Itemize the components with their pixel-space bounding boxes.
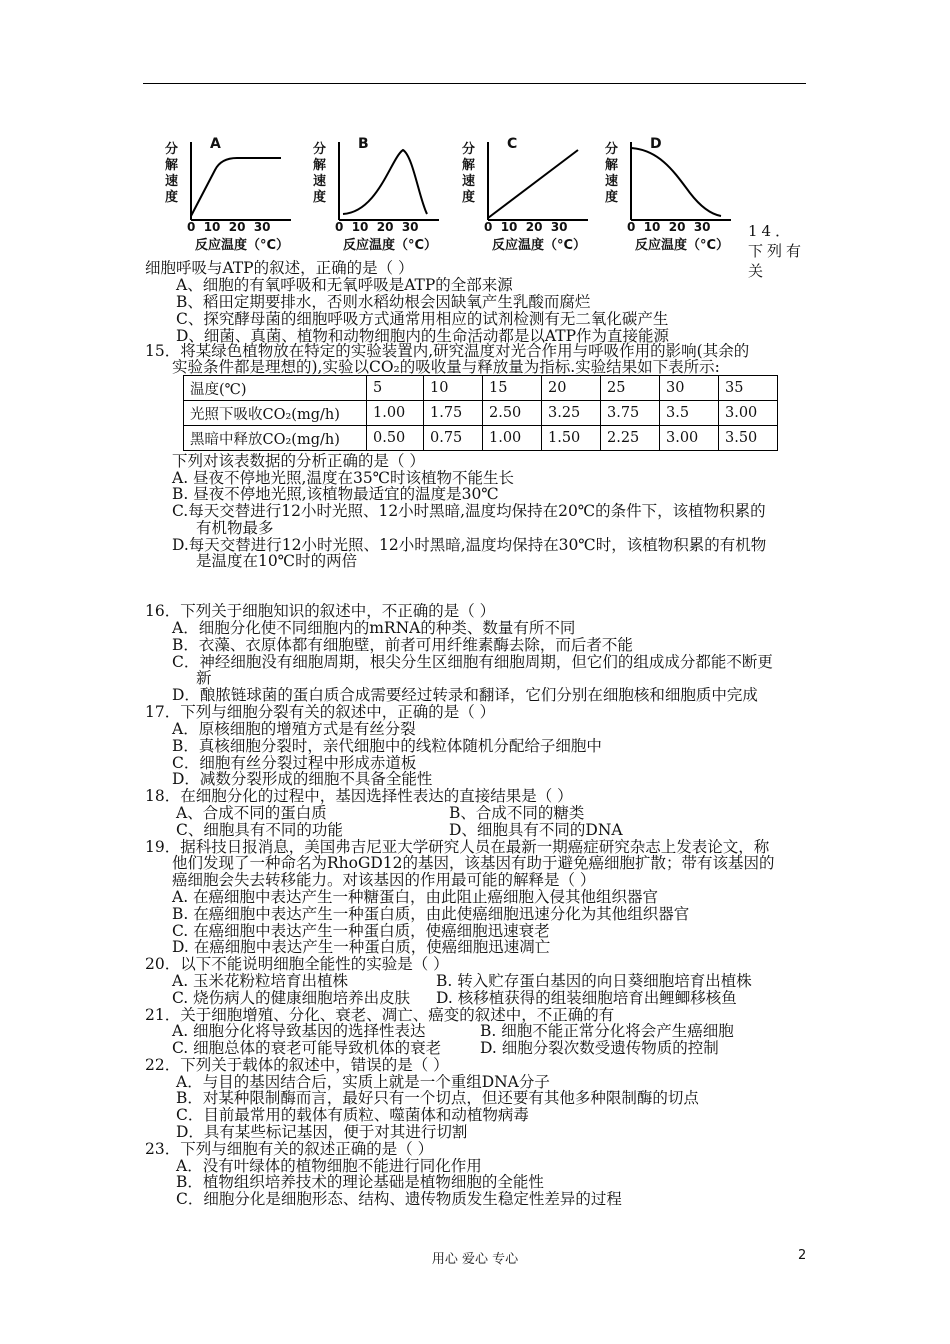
graph-d-letter: D bbox=[650, 136, 662, 152]
q17-option-d: D．减数分裂形成的细胞不具备全能性 bbox=[172, 770, 433, 788]
q15-stem-line2: 实验条件都是理想的),实验以CO₂的吸收量与释放量为指标.实验结果如下表所示: bbox=[172, 358, 720, 376]
table-cell: 3.25 bbox=[542, 401, 601, 426]
q15-option-d: D.每天交替进行12小时光照、12小时黑暗,温度均保持在30℃时，该植物积累的有机物 bbox=[172, 536, 767, 554]
q14-option-a: A、细胞的有氧呼吸和无氧呼吸是ATP的全部来源 bbox=[176, 276, 513, 294]
q22-option-c: C．目前最常用的载体有质粒、噬菌体和动植物病毒 bbox=[176, 1106, 529, 1124]
q23-option-a: A．没有叶绿体的植物细胞不能进行同化作用 bbox=[176, 1157, 482, 1175]
q22-stem: 22．下列关于载体的叙述中，错误的是（ ） bbox=[145, 1056, 449, 1074]
q15-table bbox=[183, 375, 778, 451]
q14-option-d: D、细菌、真菌、植物和动物细胞内的生命活动都是以ATP作为直接能源 bbox=[176, 327, 670, 345]
graph-c-letter: C bbox=[507, 136, 518, 152]
q20-option-d: D. 核移植获得的组装细胞培育出鲤鲫移核鱼 bbox=[436, 989, 737, 1007]
q21-option-a: A. 细胞分化将导致基因的选择性表达 bbox=[172, 1022, 426, 1040]
graph-b-ylabel: 分解速度 bbox=[313, 142, 327, 205]
q20-stem: 20．以下不能说明细胞全能性的实验是（ ） bbox=[145, 955, 449, 973]
q17-option-c: C．细胞有丝分裂过程中形成赤道板 bbox=[172, 754, 417, 772]
table-cell: 3.5 bbox=[660, 401, 719, 426]
q23-option-c: C．细胞分化是细胞形态、结构、遗传物质发生稳定性差异的过程 bbox=[176, 1190, 622, 1208]
q19-option-c: C. 在癌细胞中表达产生一种蛋白质，使癌细胞迅速衰老 bbox=[172, 922, 550, 940]
q19-option-a: A. 在癌细胞中表达产生一种糖蛋白，由此阻止癌细胞入侵其他组织器官 bbox=[172, 888, 659, 906]
q22-option-d: D．具有某些标记基因，便于对其进行切割 bbox=[176, 1123, 468, 1141]
q16-option-a: A．细胞分化使不同细胞内的mRNA的种类、数量有所不同 bbox=[172, 619, 576, 637]
q19-option-d: D. 在癌细胞中表达产生一种蛋白质，使癌细胞迅速凋亡 bbox=[172, 938, 551, 956]
table-cell: 10 bbox=[424, 376, 483, 401]
table-cell: 1.00 bbox=[483, 426, 542, 451]
table-header-row bbox=[184, 376, 778, 401]
q18-option-b: B、合成不同的糖类 bbox=[449, 804, 585, 822]
q17-option-b: B．真核细胞分裂时，亲代细胞中的线粒体随机分配给子细胞中 bbox=[172, 737, 602, 755]
graph-d bbox=[595, 128, 735, 253]
q23-stem: 23．下列与细胞有关的叙述正确的是（ ） bbox=[145, 1140, 434, 1158]
q18-option-a: A、合成不同的蛋白质 bbox=[176, 804, 327, 822]
table-cell: 25 bbox=[601, 376, 660, 401]
q17-option-a: A．原核细胞的增殖方式是有丝分裂 bbox=[172, 720, 416, 738]
table-cell: 5 bbox=[367, 376, 424, 401]
q15-option-b: B. 昼夜不停地光照,该植物最适宜的温度是30℃ bbox=[172, 485, 499, 503]
table-cell: 3.50 bbox=[719, 426, 778, 451]
graph-a-letter: A bbox=[210, 136, 221, 152]
q16-option-c: C．神经细胞没有细胞周期，根尖分生区细胞有细胞周期，但它们的组成成分都能不断更 bbox=[172, 653, 773, 671]
graph-a-ylabel: 分解速度 bbox=[165, 142, 179, 205]
q14-number-tail: 14．下列有关 bbox=[748, 222, 806, 280]
page-footer: 用心 爱心 专心 bbox=[431, 1252, 519, 1267]
graph-d-ylabel: 分解速度 bbox=[605, 142, 619, 205]
q21-option-d: D. 细胞分裂次数受遗传物质的控制 bbox=[480, 1039, 719, 1057]
table-cell: 3.00 bbox=[719, 401, 778, 426]
table-row bbox=[184, 401, 778, 426]
q19-stem-line1: 19．据科技日报消息，美国弗吉尼亚大学研究人员在最新一期癌症研究杂志上发表论文，称 bbox=[145, 838, 770, 856]
table-cell: 2.50 bbox=[483, 401, 542, 426]
q18-option-c: C、细胞具有不同的功能 bbox=[176, 821, 343, 839]
graph-d-ticks: 0 10 20 30 bbox=[627, 220, 711, 234]
table-cell: 15 bbox=[483, 376, 542, 401]
graph-a-xlabel: 反应温度（°C） bbox=[195, 238, 290, 253]
q15-option-c-cont: 有机物最多 bbox=[196, 519, 274, 537]
graph-b-letter: B bbox=[358, 136, 369, 152]
table-cell: 1.50 bbox=[542, 426, 601, 451]
graph-a-ticks: 0 10 20 30 bbox=[187, 220, 271, 234]
page-number: 2 bbox=[798, 1248, 807, 1263]
q21-option-b: B. 细胞不能正常分化将会产生癌细胞 bbox=[480, 1022, 734, 1040]
table-cell: 0.50 bbox=[367, 426, 424, 451]
q20-option-c: C. 烧伤病人的健康细胞培养出皮肤 bbox=[172, 989, 411, 1007]
q21-option-c: C. 细胞总体的衰老可能导致机体的衰老 bbox=[172, 1039, 442, 1057]
graph-b-xlabel: 反应温度（°C） bbox=[343, 238, 438, 253]
q15-option-c: C.每天交替进行12小时光照、12小时黑暗,温度均保持在20℃的条件下，该植物积累的 bbox=[172, 502, 766, 520]
q21-stem: 21．关于细胞增殖、分化、衰老、凋亡、癌变的叙述中，不正确的有 bbox=[145, 1006, 615, 1024]
q14-stem: 细胞呼吸与ATP的叙述，正确的是（ ） bbox=[145, 259, 414, 277]
table-cell: 35 bbox=[719, 376, 778, 401]
q19-stem-line2: 他们发现了一种命名为RhoGD12的基因，该基因有助于避免癌细胞扩散；带有该基因的 bbox=[172, 854, 775, 872]
table-cell: 3.00 bbox=[660, 426, 719, 451]
graph-c-ylabel: 分解速度 bbox=[462, 142, 476, 205]
q15-option-d-cont: 是温度在10℃时的两倍 bbox=[196, 552, 358, 570]
q16-stem: 16．下列关于细胞知识的叙述中，不正确的是（ ） bbox=[145, 602, 496, 620]
q23-option-b: B．植物组织培养技术的理论基础是植物细胞的全能性 bbox=[176, 1173, 544, 1191]
q18-option-d: D、细胞具有不同的DNA bbox=[449, 821, 623, 839]
q19-option-b: B. 在癌细胞中表达产生一种蛋白质，由此使癌细胞迅速分化为其他组织器官 bbox=[172, 905, 690, 923]
table-cell: 黑暗中释放CO₂(mg/h) bbox=[184, 426, 367, 451]
graph-a bbox=[155, 128, 295, 253]
graph-b-ticks: 0 10 20 30 bbox=[335, 220, 419, 234]
table-cell: 30 bbox=[660, 376, 719, 401]
q22-option-a: A．与目的基因结合后，实质上就是一个重组DNA分子 bbox=[176, 1073, 550, 1091]
table-cell: 光照下吸收CO₂(mg/h) bbox=[184, 401, 367, 426]
table-cell: 0.75 bbox=[424, 426, 483, 451]
q15-stem-line1: 15．将某绿色植物放在特定的实验装置内,研究温度对光合作用与呼吸作用的影响(其余的 bbox=[145, 342, 750, 360]
table-cell: 1.00 bbox=[367, 401, 424, 426]
table-row bbox=[184, 426, 778, 451]
table-cell: 1.75 bbox=[424, 401, 483, 426]
q22-option-b: B．对某种限制酶而言，最好只有一个切点，但还要有其他多种限制酶的切点 bbox=[176, 1089, 699, 1107]
q20-option-b: B. 转入贮存蛋白基因的向日葵细胞培育出植株 bbox=[436, 972, 752, 990]
q14-option-b: B、稻田定期要排水，否则水稻幼根会因缺氧产生乳酸而腐烂 bbox=[176, 293, 591, 311]
q16-option-d: D．酿脓链球菌的蛋白质合成需要经过转录和翻译，它们分别在细胞核和细胞质中完成 bbox=[172, 686, 758, 704]
q17-stem: 17．下列与细胞分裂有关的叙述中，正确的是（ ） bbox=[145, 703, 496, 721]
q15-option-a: A. 昼夜不停地光照,温度在35℃时该植物不能生长 bbox=[172, 469, 515, 487]
graph-c-xlabel: 反应温度（°C） bbox=[492, 238, 587, 253]
q20-option-a: A. 玉米花粉粒培育出植株 bbox=[172, 972, 349, 990]
table-cell: 3.75 bbox=[601, 401, 660, 426]
q16-option-b: B．衣藻、衣原体都有细胞壁，前者可用纤维素酶去除，而后者不能 bbox=[172, 636, 633, 654]
q14-option-c: C、探究酵母菌的细胞呼吸方式通常用相应的试剂检测有无二氧化碳产生 bbox=[176, 310, 669, 328]
table-cell: 2.25 bbox=[601, 426, 660, 451]
table-cell: 温度(℃) bbox=[184, 376, 367, 401]
header-rule bbox=[143, 83, 806, 84]
q15-after-table: 下列对该表数据的分析正确的是（ ） bbox=[172, 452, 425, 470]
graphs-row bbox=[155, 128, 755, 253]
graph-d-xlabel: 反应温度（°C） bbox=[635, 238, 730, 253]
graph-b bbox=[303, 128, 443, 253]
table-cell: 20 bbox=[542, 376, 601, 401]
q16-option-c-cont: 新 bbox=[196, 669, 212, 687]
graph-c-ticks: 0 10 20 30 bbox=[484, 220, 568, 234]
graph-c bbox=[452, 128, 592, 253]
q18-stem: 18．在细胞分化的过程中，基因选择性表达的直接结果是（ ） bbox=[145, 787, 573, 805]
q19-stem-line3: 癌细胞会失去转移能力。对该基因的作用最可能的解释是（ ） bbox=[172, 871, 596, 889]
